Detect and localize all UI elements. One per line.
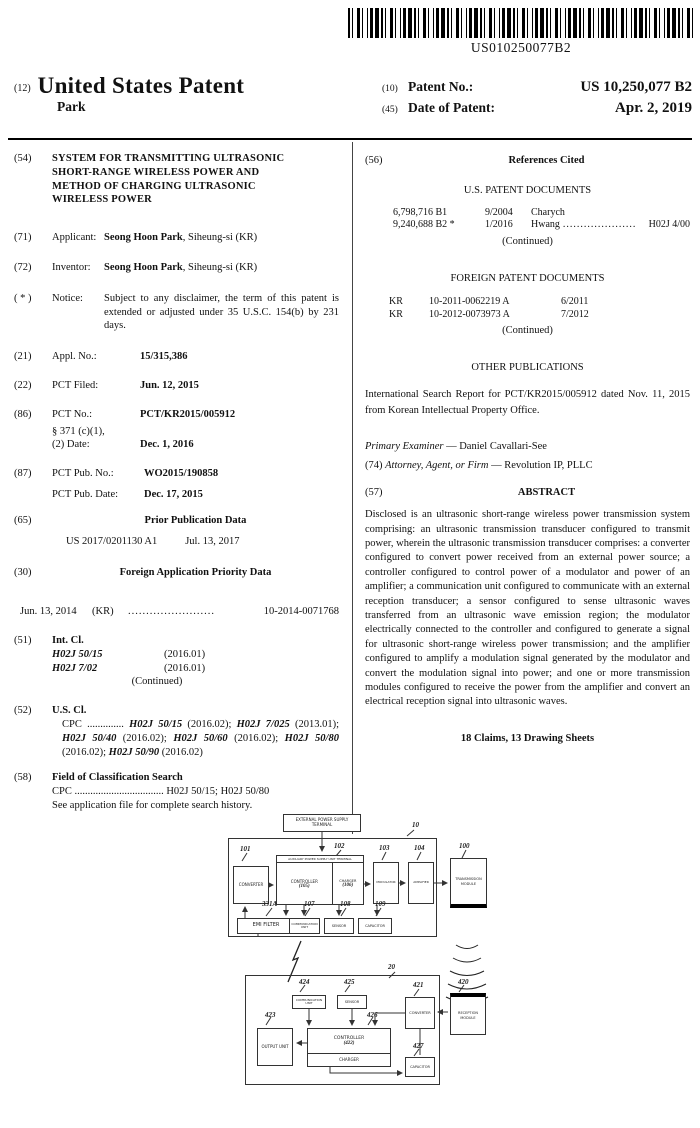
- inventor-name: Seong Hoon Park: [104, 261, 183, 273]
- continued-note: (Continued): [502, 235, 553, 247]
- fig1-modulator-label: MODULATOR: [376, 880, 396, 885]
- us-doc-number: 9,240,688 B2 *: [393, 219, 455, 231]
- fig2-communication-unit-box: [292, 995, 326, 1009]
- cpc-code: H02J 50/15: [129, 718, 183, 730]
- barcode-block: [348, 8, 694, 56]
- us-doc-date: 9/2004: [485, 206, 513, 218]
- fig1-psu-header-label: AUXILIARY POWER SUPPLY UNIT TERMINAL: [277, 856, 363, 863]
- sec-371-line: § 371 (c)(1),: [52, 425, 105, 437]
- cpc-code: H02J 50/40: [62, 732, 117, 744]
- header-right: [382, 74, 692, 121]
- priority-row: [20, 605, 339, 619]
- search-heading: Field of Classification Search: [52, 772, 183, 784]
- int-cl-version: (2016.01): [164, 662, 206, 674]
- search-note: See application file for complete search history.: [52, 799, 253, 811]
- fig2-sensor-label: SENSOR: [344, 999, 360, 1004]
- fig1-sensor-box: [324, 918, 354, 934]
- examiner-line: [365, 440, 690, 454]
- fig1-charger-box: [333, 863, 363, 904]
- prior-pub-number: US 2017/0201130 A1: [66, 535, 158, 547]
- fig1-communication-unit-box: [289, 918, 320, 934]
- fig1-ref-104: 104: [414, 844, 425, 852]
- cpc-code: H02J 50/80: [284, 732, 339, 744]
- int-cl-code: H02J 7/02: [52, 662, 98, 674]
- us-cl-heading: U.S. Cl.: [52, 705, 87, 717]
- fig1-amplifier-label: AMPLIFIER: [413, 880, 429, 885]
- cpc-prefix: CPC ..............: [62, 718, 124, 730]
- fig1-power-supply-unit-box: [276, 855, 364, 905]
- int-cl-version: (2016.01): [164, 648, 206, 660]
- header-rule: [8, 138, 692, 140]
- fig1-transmission-label: TRANSMISSION MODULE: [455, 877, 482, 886]
- fig1-controller-label: CONTROLLER: [290, 878, 318, 884]
- abstract-heading: ABSTRACT: [517, 487, 576, 499]
- us-doc-row: [393, 219, 690, 232]
- fig1-amplifier-box: [408, 862, 434, 904]
- fig2-capacitor-label: CAPACITOR: [410, 1064, 430, 1069]
- cpc-rest: (2016.02): [159, 746, 203, 758]
- fig1-capacitor-label: CAPACITOR: [365, 923, 385, 928]
- fig1-communication-label: COMMUNICATION UNIT: [291, 921, 318, 929]
- fig2-converter-box: [405, 997, 435, 1029]
- inventor-location: , Siheung-si (KR): [182, 261, 258, 273]
- date-of-patent-value: Apr. 2, 2019: [615, 100, 692, 116]
- inventor-label: Inventor:: [52, 261, 91, 273]
- us-doc-date: 1/2016: [485, 219, 513, 231]
- pct-pub-no-label: PCT Pub. No.:: [52, 468, 114, 480]
- fig1-converter-box: [233, 866, 269, 904]
- kind-code: (12): [14, 83, 31, 94]
- fig2-output-unit-box: [257, 1028, 293, 1066]
- prior-pub-heading: Prior Publication Data: [144, 514, 247, 526]
- attorney-line: [365, 459, 690, 473]
- field-22-pct-filed: (22) PCT Filed: Jun. 12, 2015: [14, 379, 339, 393]
- prior-pub-date: Jul. 13, 2017: [185, 535, 240, 547]
- fig1-ref-103: 103: [379, 844, 390, 852]
- int-cl-heading: Int. Cl.: [52, 634, 84, 646]
- foreign-docs-heading: FOREIGN PATENT DOCUMENTS: [450, 273, 605, 285]
- cpc-rest: (2016.02);: [227, 732, 285, 744]
- other-pubs-heading: OTHER PUBLICATIONS: [471, 361, 584, 373]
- field-65-prior-pub: (65) Prior Publication Data US 2017/0201130 A1 Jul. 13, 2017: [14, 514, 339, 549]
- cpc-rest: (2016.02);: [182, 718, 237, 730]
- fig2-capacitor-box: [405, 1057, 435, 1077]
- fig2-charger-box: [307, 1053, 391, 1067]
- fig1-transmission-module-box: [450, 858, 487, 908]
- fig1-controller-box: [277, 863, 333, 904]
- fig2-controller-label: CONTROLLER: [333, 1035, 365, 1041]
- fig2-output-label: OUTPUT UNIT: [261, 1043, 289, 1049]
- invention-title: SYSTEM FOR TRANSMITTING ULTRASONIC SHORT-RANGE WIRELESS POWER AND METHOD OF CHARGING ULTRASONIC WIRELESS POWER: [52, 153, 285, 206]
- header-left: [14, 74, 244, 121]
- references-heading: References Cited: [508, 155, 585, 166]
- fig1-ref-109: 109: [375, 900, 386, 908]
- header: [14, 74, 692, 121]
- inventor-surname: Park: [57, 99, 86, 114]
- foreign-country: KR: [389, 308, 403, 320]
- fig1-ref-107: 107: [304, 900, 315, 908]
- pct-pub-date-value: Dec. 17, 2015: [144, 488, 203, 500]
- fig1-sensor-label: SENSOR: [331, 923, 347, 928]
- examiner-name: — Daniel Cavallari-See: [446, 440, 547, 452]
- fig1-capacitor-box: [358, 918, 392, 934]
- field-code-74: (74): [365, 459, 383, 471]
- fig2-sensor-box: [337, 995, 367, 1009]
- barcode-icon: [348, 8, 694, 38]
- appl-no-value: 15/315,386: [140, 351, 188, 363]
- applicant-name: Seong Hoon Park: [104, 232, 183, 244]
- drawing-sheet: [0, 800, 700, 1128]
- barcode-text: US010250077B2: [470, 40, 572, 55]
- foreign-country: KR: [389, 296, 403, 308]
- fig1-controller-ref-105: (105): [298, 883, 310, 889]
- continued-note: (Continued): [131, 676, 183, 688]
- date-of-patent-label: Date of Patent:: [408, 100, 495, 115]
- fig2-charger-label: CHARGER: [339, 1056, 359, 1062]
- cpc-code: H02J 50/60: [173, 732, 228, 744]
- priority-number: 10-2014-0071768: [263, 606, 339, 618]
- fig2-ref-420: 420: [458, 978, 469, 986]
- us-doc-number: 6,798,716 B1: [393, 206, 448, 218]
- pct-no-value: PCT/KR2015/005912: [140, 408, 236, 420]
- field-code-45: (45): [382, 105, 398, 115]
- fig2-controller-ref-422: (422): [343, 1040, 355, 1046]
- examiner-label: Primary Examiner: [365, 440, 444, 452]
- fig2-ref-424: 424: [299, 978, 310, 986]
- field-30-priority: (30) Foreign Application Priority Data: [14, 566, 339, 593]
- fig1-external-power-box: [283, 814, 361, 832]
- search-cpc-line: CPC .................................. H02J 50/15; H02J 50/80: [52, 786, 270, 798]
- fig1-external-power-label: EXTERNAL POWER SUPPLY TERMINAL: [295, 817, 349, 827]
- field-57-abstract: (57) ABSTRACT: [365, 486, 690, 500]
- attorney-name: — Revolution IP, PLLC: [491, 459, 593, 471]
- priority-dots: ........................: [128, 606, 215, 618]
- field-56-references: (56) References Cited: [365, 154, 690, 168]
- foreign-doc-row: [389, 296, 690, 309]
- foreign-date: 7/2012: [561, 308, 589, 320]
- field-86-pct-no: (86) PCT No.: PCT/KR2015/005912 § 371 (c)(1), (2) Date: Dec. 1, 2016: [14, 408, 339, 452]
- cpc-code: H02J 50/90: [108, 746, 160, 758]
- pct-pub-no-value: WO2015/190858: [144, 468, 219, 480]
- notice-label: Notice:: [52, 292, 83, 304]
- us-doc-class: H02J 4/00: [648, 219, 690, 231]
- fig1-emi-filter-box: [237, 918, 295, 934]
- fig2-ref-423: 423: [265, 1011, 276, 1019]
- cpc-rest: (2013.01);: [289, 718, 339, 730]
- us-docs-heading: U.S. PATENT DOCUMENTS: [463, 184, 592, 196]
- fig1-ref-102: 102: [334, 842, 345, 850]
- us-doc-dots: [568, 207, 687, 220]
- fig2-ref-426: 426: [367, 1011, 378, 1019]
- patent-no-label: Patent No.:: [408, 79, 474, 94]
- body-columns: [14, 144, 690, 854]
- us-doc-dots: .....................: [562, 219, 637, 231]
- cpc-code: H02J 7/025: [236, 718, 290, 730]
- fig2-ref-425: 425: [344, 978, 355, 986]
- fig2-converter-label: CONVERTER: [409, 1010, 431, 1015]
- fig2-ref-20: 20: [388, 963, 395, 971]
- date-371-value: Dec. 1, 2016: [140, 439, 194, 451]
- field-54-title: (54) SYSTEM FOR TRANSMITTING ULTRASONIC SHORT-RANGE WIRELESS POWER AND METHOD OF CHARGING ULTRASONIC WIRELESS POWER: [14, 152, 339, 207]
- fig2-reception-label: RECEPTION MODULE: [458, 1011, 478, 1020]
- fig2-reception-module-box: [450, 993, 486, 1035]
- notice-text: Subject to any disclaimer, the term of this patent is extended or adjusted under 35 U.S.C. 154(b) by 231 days.: [104, 292, 339, 332]
- fig1-converter-label: CONVERTER: [238, 881, 264, 887]
- fig2-controller-box: [307, 1028, 391, 1054]
- priority-heading: Foreign Application Priority Data: [119, 567, 272, 579]
- applicant-label: Applicant:: [52, 232, 97, 244]
- field-71-applicant: (71) Applicant: Seong Hoon Park, Siheung-si (KR): [14, 232, 258, 244]
- fig1-ref-101: 101: [240, 845, 251, 853]
- us-doc-row: [393, 207, 690, 220]
- field-87-pct-pub: (87) PCT Pub. No.: WO2015/190858 PCT Pub. Date: Dec. 17, 2015: [14, 467, 339, 502]
- right-column: [365, 144, 690, 854]
- priority-date: Jun. 13, 2014: [20, 606, 77, 618]
- fig2-ref-421: 421: [413, 981, 424, 989]
- patent-no-value: US 10,250,077 B2: [580, 79, 692, 95]
- field-21-appl-no: (21) Appl. No.: 15/315,386: [14, 350, 339, 364]
- us-doc-name: Hwang: [531, 219, 560, 231]
- fig1-ref-10: 10: [412, 821, 419, 829]
- fig2-communication-label: COMMUNICATION UNIT: [295, 997, 323, 1005]
- fig2-ref-427: 427: [413, 1042, 424, 1050]
- cpc-rest: (2016.02);: [62, 746, 109, 758]
- int-cl-code: H02J 50/15: [52, 648, 103, 660]
- page-title: United States Patent: [37, 73, 245, 98]
- field-72-inventor: (72) Inventor: Seong Hoon Park, Siheung-si (KR): [14, 261, 258, 273]
- claims-line: 18 Claims, 13 Drawing Sheets: [460, 732, 595, 744]
- pct-filed-value: Jun. 12, 2015: [140, 379, 199, 391]
- pct-no-label: PCT No.:: [52, 408, 93, 420]
- fig1-charger-ref-106: (106): [342, 883, 354, 888]
- fig1-charger-label: CHARGER: [339, 879, 357, 883]
- cpc-rest: (2016.02);: [116, 732, 174, 744]
- abstract-text: Disclosed is an ultrasonic short-range wireless power transmission system comprising: an ultrasonic transmission transducer configured to transmit power, wherein the ultrasonic transmission transducer comprises: a converter configured to convert power received from an external power source; a controller configured to control power of a modulator and power of an amplifier; a communication unit configured to communicate with an external reception transducer; a sensor configured to sense ultrasonic waves transferred from an ultrasonic wave emission region; the modulator electrically connected to the controller and configured to generate a signal for ultrasonic short-range wireless power transmission; and the amplifier configured to amplify a modulation signal generated by the modulator and convert the modulation signal into power; and one or more transmission modules configured to receive the power from the amplifier and convert an electrical reception signal into ultrasonic waves.: [365, 509, 690, 708]
- field-notice: ( * ) Notice: Subject to any disclaimer, the term of this patent is extended or adjusted under 35 U.S.C. 154(b) by 231 days.: [14, 292, 339, 332]
- continued-note: (Continued): [502, 325, 553, 337]
- left-column: [14, 144, 349, 854]
- pct-pub-date-label: PCT Pub. Date:: [52, 488, 119, 500]
- foreign-doc-row: [389, 309, 690, 322]
- fig1-ref-108: 108: [340, 900, 351, 908]
- field-52-us-cl: (52) U.S. Cl. CPC .............. H02J 50/15 (2016.02); H02J 7/025 (2013.01); H02J 50/40 (2016.02); H02J 50/60 (2016.02); H02J 50/80 (2016.02); H02J 50/90 (2016.02): [14, 705, 339, 758]
- other-pubs-text: International Search Report for PCT/KR2015/005912 dated Nov. 11, 2015 from Korean Intellectual Property Office.: [365, 388, 690, 416]
- fig1-modulator-box: [373, 862, 399, 904]
- applicant-location: , Siheung-si (KR): [182, 232, 258, 244]
- attorney-label: Attorney, Agent, or Firm: [385, 459, 489, 471]
- foreign-date: 6/2011: [561, 296, 589, 308]
- fig1-ref-331A: 331A: [262, 900, 278, 908]
- foreign-number: 10-2011-0062219 A: [429, 296, 510, 308]
- fig1-ref-100: 100: [459, 842, 470, 850]
- field-58-search: (58) Field of Classification Search CPC .................................. H02J 50/15; H02J 50/80 See application file for complete search history.: [14, 771, 339, 812]
- field-51-int-cl: (51) Int. Cl. H02J 50/15 (2016.01) H02J 7/02 (2016.01) (Continued): [14, 634, 339, 689]
- pct-filed-label: PCT Filed:: [52, 379, 99, 391]
- fig1-emi-filter-label: EMI FILTER: [252, 922, 280, 929]
- appl-no-label: Appl. No.:: [52, 351, 97, 363]
- field-code-10: (10): [382, 84, 398, 94]
- priority-country: (KR): [92, 606, 114, 618]
- foreign-number: 10-2012-0073973 A: [429, 308, 510, 320]
- date-371-label: (2) Date:: [52, 439, 90, 451]
- us-doc-name: Charych: [531, 206, 565, 218]
